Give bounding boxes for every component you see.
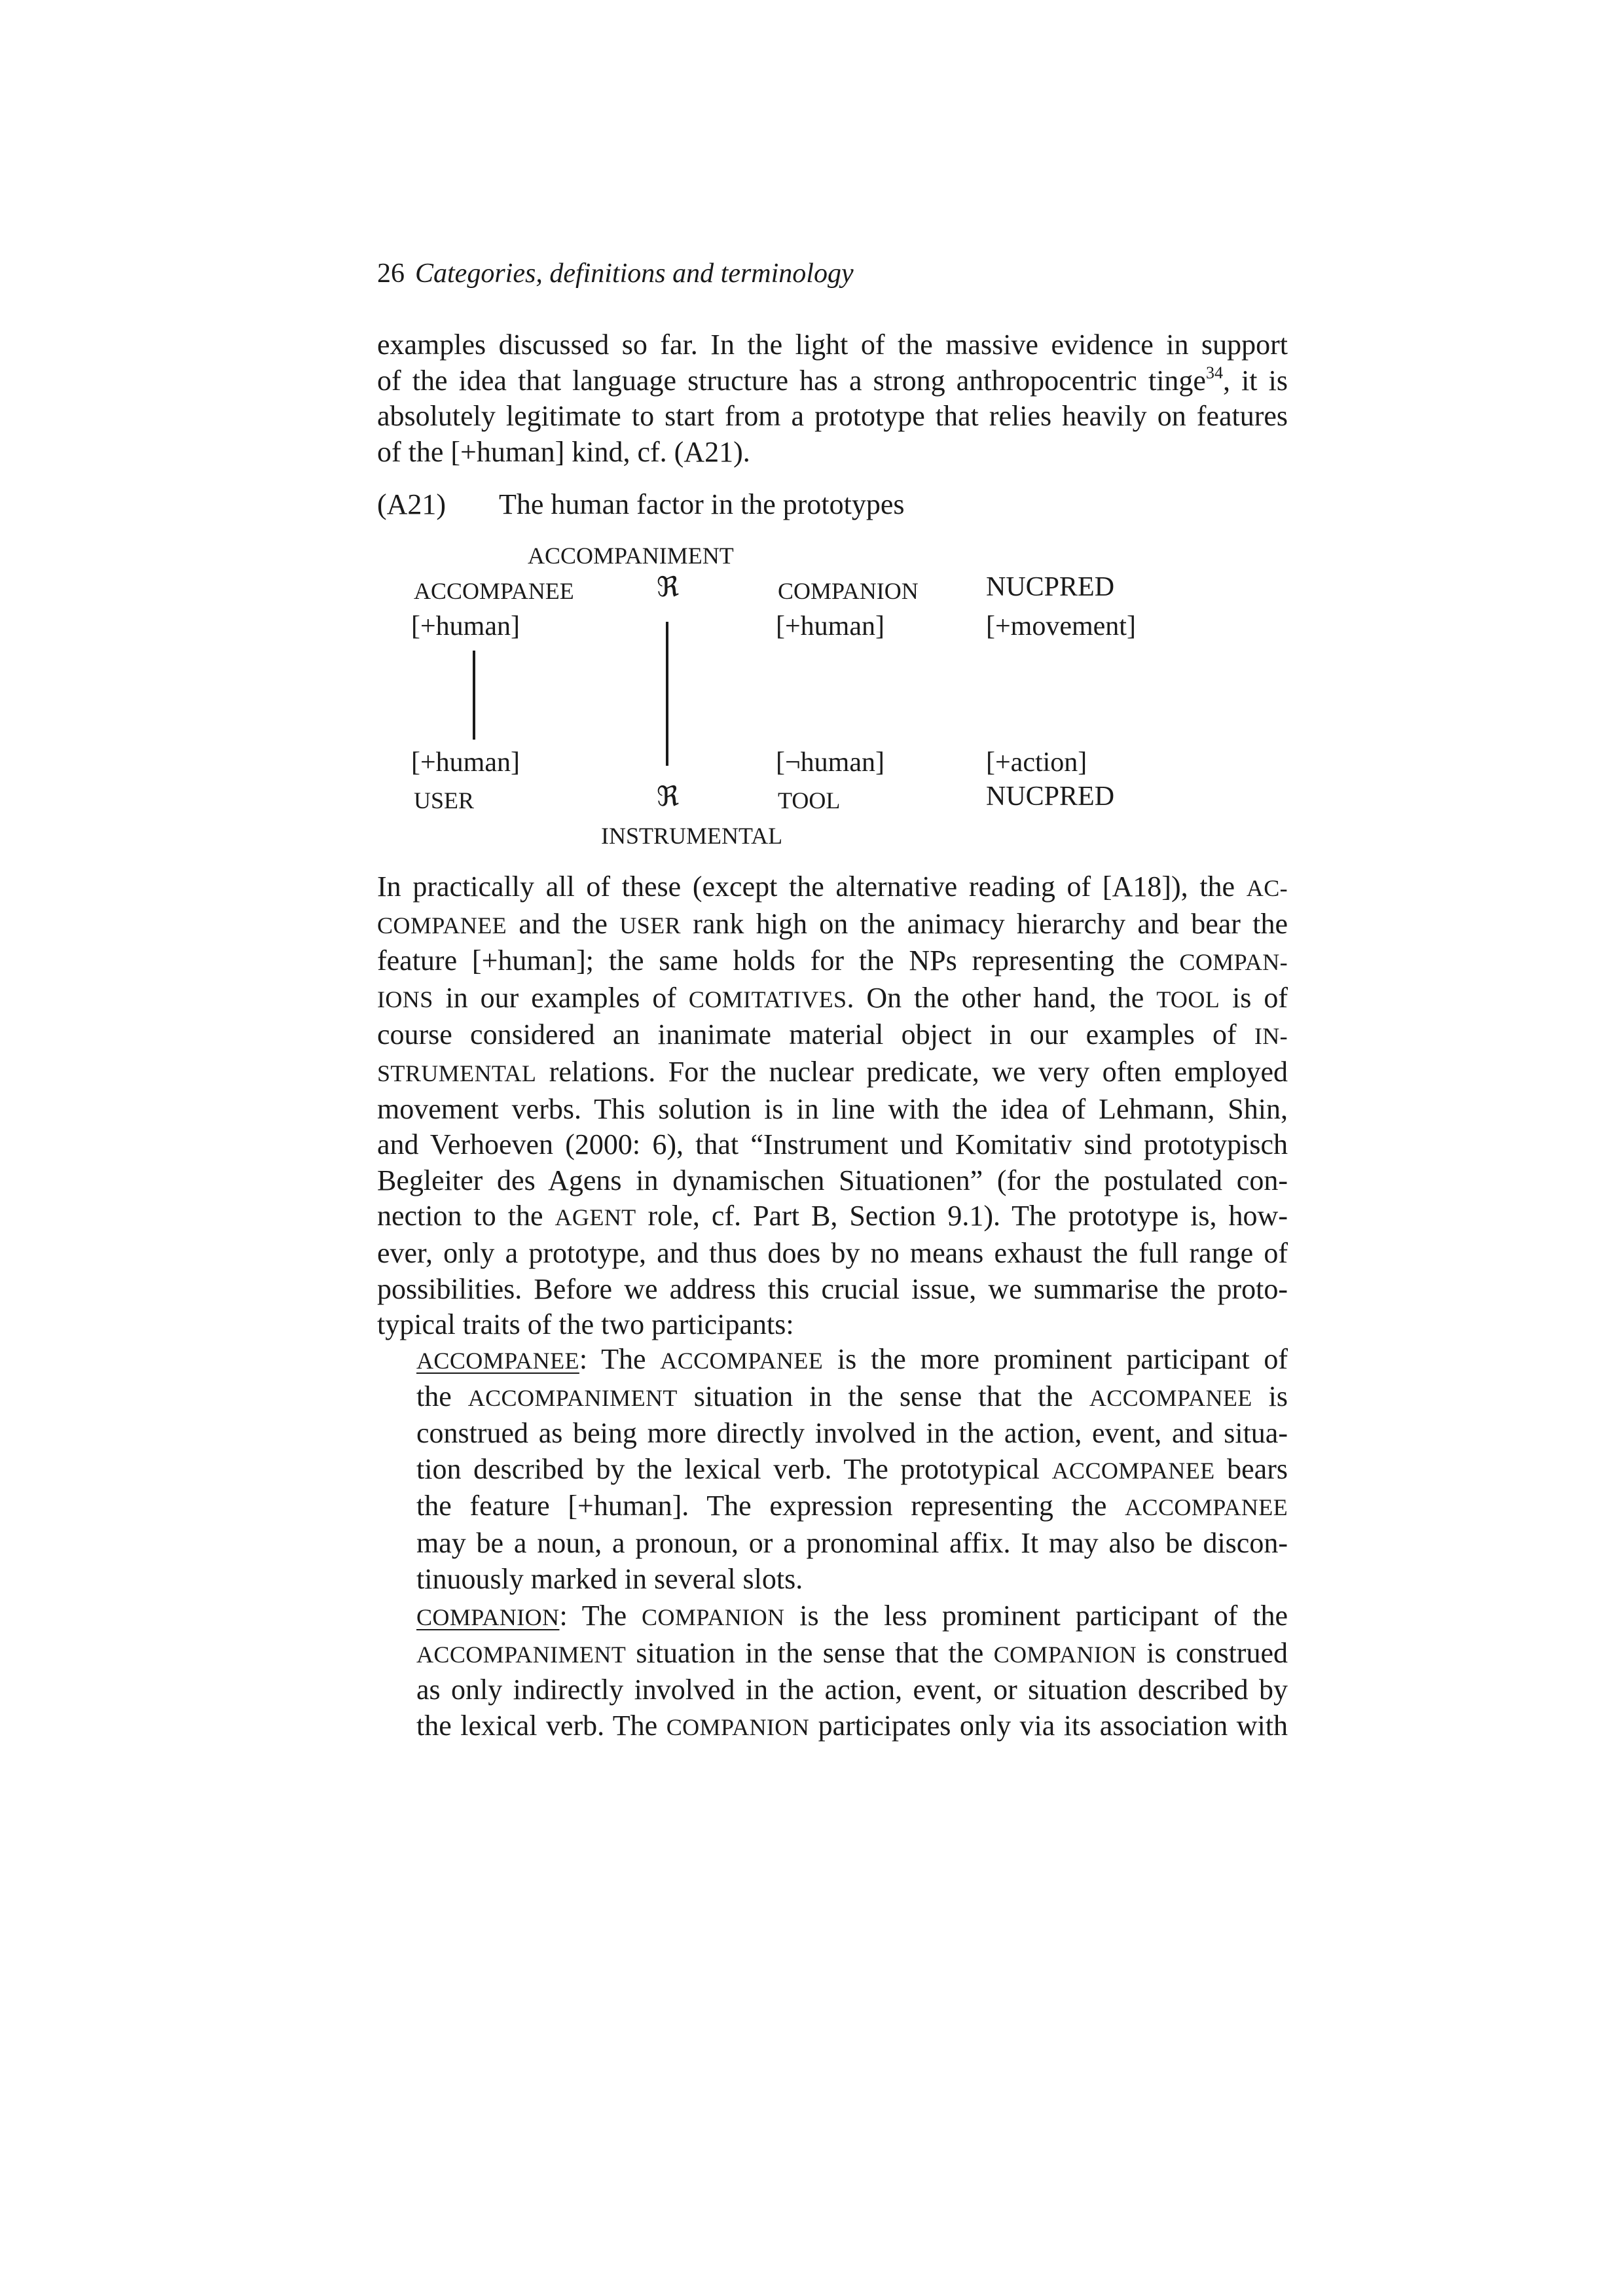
user-label: USER <box>414 787 475 814</box>
text-line: absolutely legitimate to start from a prototype that relies heavily on features <box>377 400 1288 433</box>
term: ACCOMPANEE <box>660 1348 824 1374</box>
text-span: . On the other hand, the <box>847 981 1157 1014</box>
text-line <box>416 1379 1288 1416</box>
text-line: typical traits of the two participants: <box>377 1308 794 1341</box>
term: TOOL <box>1156 986 1220 1013</box>
text-line <box>377 1054 1288 1092</box>
nucpred-text: NUCPRED <box>986 781 1115 812</box>
feature-companion: [+human] <box>776 611 884 641</box>
footnote-ref: 34 <box>1205 363 1223 382</box>
term: COMPANEE <box>377 912 507 939</box>
definition-accompanee <box>416 1342 1288 1597</box>
text-line <box>377 1017 1288 1054</box>
text-line <box>416 1598 1288 1636</box>
text-span: situation in the sense that the <box>677 1380 1089 1412</box>
text-span: of the idea that language structure has a strong anthropocentric tinge <box>377 364 1206 397</box>
text-span: role, cf. Part B, Section 9.1). The prototype is, how- <box>636 1200 1288 1232</box>
paragraph-discussion <box>377 869 1288 1343</box>
running-head <box>377 257 854 291</box>
nucpred-label-top <box>986 571 1114 603</box>
text-line <box>416 1488 1288 1526</box>
term: ACCOMPANIMENT <box>416 1641 627 1668</box>
text-span: situation in the sense that the <box>626 1636 994 1669</box>
text-span: course considered an inanimate material object in our examples of <box>377 1018 1254 1051</box>
connector-line-left <box>473 651 475 740</box>
relation-symbol-top: ℜ <box>657 571 680 603</box>
text-line <box>416 1342 1288 1379</box>
term: ACCOMPANEE <box>1089 1384 1252 1411</box>
running-title: Categories, definitions and terminology <box>415 259 854 289</box>
term: COMPANION <box>666 1713 810 1740</box>
text-span: bears <box>1214 1452 1288 1485</box>
term: COMPANION <box>642 1604 785 1630</box>
feature-action: [+action] <box>986 747 1087 778</box>
text-line: examples discussed so far. In the light of the massive evidence in support <box>377 329 1288 361</box>
text-line: Begleiter des Agens in dynamischen Situationen” (for the postulated con- <box>377 1164 1288 1196</box>
accompaniment-label: ACCOMPANIMENT <box>528 543 734 569</box>
definition-term: ACCOMPANEE <box>416 1348 579 1374</box>
term: STRUMENTAL <box>377 1060 537 1086</box>
example-caption <box>377 487 904 522</box>
connector-line-middle <box>666 622 668 766</box>
text-line: tinuously marked in several slots. <box>416 1562 803 1595</box>
page-number: 26 <box>377 259 405 289</box>
term: IONS <box>377 986 433 1013</box>
text-span: is construed <box>1137 1636 1288 1669</box>
term: ACCOMPANIMENT <box>467 1384 678 1411</box>
nucpred-label-bottom <box>986 780 1114 813</box>
nucpred-text: NUCPRED <box>986 572 1115 602</box>
paragraph-intro <box>377 327 1288 470</box>
term: USER <box>619 912 681 939</box>
text-span: the <box>416 1380 468 1412</box>
text-span: rank high on the animacy hierarchy and bear the <box>680 907 1288 940</box>
definition-term: COMPANION <box>416 1604 560 1630</box>
companion-label: COMPANION <box>778 578 919 604</box>
text-line <box>377 980 1288 1018</box>
text-span: is <box>1252 1380 1288 1412</box>
feature-accompanee: [+human] <box>411 611 520 641</box>
text-span: feature [+human]; the same holds for the NPs representing the <box>377 944 1180 977</box>
text-line <box>416 1452 1288 1489</box>
tool-label: TOOL <box>778 787 841 814</box>
text-line: ever, only a prototype, and thus does by no means exhaust the full range of <box>377 1236 1288 1269</box>
text-line <box>377 906 1288 944</box>
text-span: In practically all of these (except the alternative reading of [A18]), the <box>377 870 1247 903</box>
relation-symbol-bottom: ℜ <box>657 780 680 812</box>
text-line <box>377 943 1288 980</box>
feature-user: [+human] <box>411 747 520 778</box>
term: IN- <box>1254 1023 1288 1050</box>
text-line <box>416 1708 1288 1746</box>
instrumental-label: INSTRUMENTAL <box>601 823 783 849</box>
term: AGENT <box>555 1204 636 1231</box>
term: AC- <box>1246 875 1288 901</box>
text-span: : The <box>559 1600 642 1632</box>
text-span: , it is <box>1222 364 1288 397</box>
text-span: : The <box>579 1343 661 1375</box>
feature-tool: [¬human] <box>776 747 884 778</box>
accompanee-label: ACCOMPANEE <box>414 578 574 604</box>
text-span: is of <box>1220 981 1288 1014</box>
term: ACCOMPANEE <box>1125 1494 1288 1521</box>
feature-movement: [+movement] <box>986 611 1136 641</box>
text-span: in our examples of <box>433 981 689 1014</box>
definition-companion <box>416 1598 1288 1745</box>
text-line: and Verhoeven (2000: 6), that “Instrument und Komitativ sind prototypisch <box>377 1128 1288 1161</box>
text-span: the feature [+human]. The expression representing the <box>416 1490 1125 1522</box>
example-number: (A21) <box>377 488 447 520</box>
term: ACCOMPANEE <box>1051 1457 1215 1484</box>
text-line <box>377 1198 1288 1236</box>
text-span: and the <box>507 907 620 940</box>
text-line <box>416 1636 1288 1673</box>
example-title: The human factor in the prototypes <box>499 488 905 520</box>
text-line: movement verbs. This solution is in line with the idea of Lehmann, Shin, <box>377 1092 1288 1125</box>
term: COMPAN- <box>1179 949 1288 976</box>
text-span: nection to the <box>377 1200 555 1232</box>
term: COMPANION <box>993 1641 1137 1668</box>
text-line: may be a noun, a pronoun, or a pronominal affix. It may also be discon- <box>416 1526 1288 1559</box>
text-span: is the more prominent participant of <box>823 1343 1288 1375</box>
text-span: participates only via its association with <box>809 1709 1288 1742</box>
text-line: as only indirectly involved in the action, event, or situation described by <box>416 1674 1288 1706</box>
term: COMITATIVES <box>688 986 847 1013</box>
text-line: possibilities. Before we address this crucial issue, we summarise the proto- <box>377 1272 1288 1305</box>
text-line <box>377 869 1288 906</box>
text-span: relations. For the nuclear predicate, we very often employed <box>536 1055 1288 1088</box>
text-line: of the [+human] kind, cf. (A21). <box>377 435 750 468</box>
text-line: construed as being more directly involved in the action, event, and situa- <box>416 1417 1288 1450</box>
text-span: the lexical verb. The <box>416 1709 666 1742</box>
text-span: tion described by the lexical verb. The prototypical <box>416 1452 1052 1485</box>
text-span: is the less prominent participant of the <box>784 1600 1288 1632</box>
text-line <box>377 363 1288 399</box>
